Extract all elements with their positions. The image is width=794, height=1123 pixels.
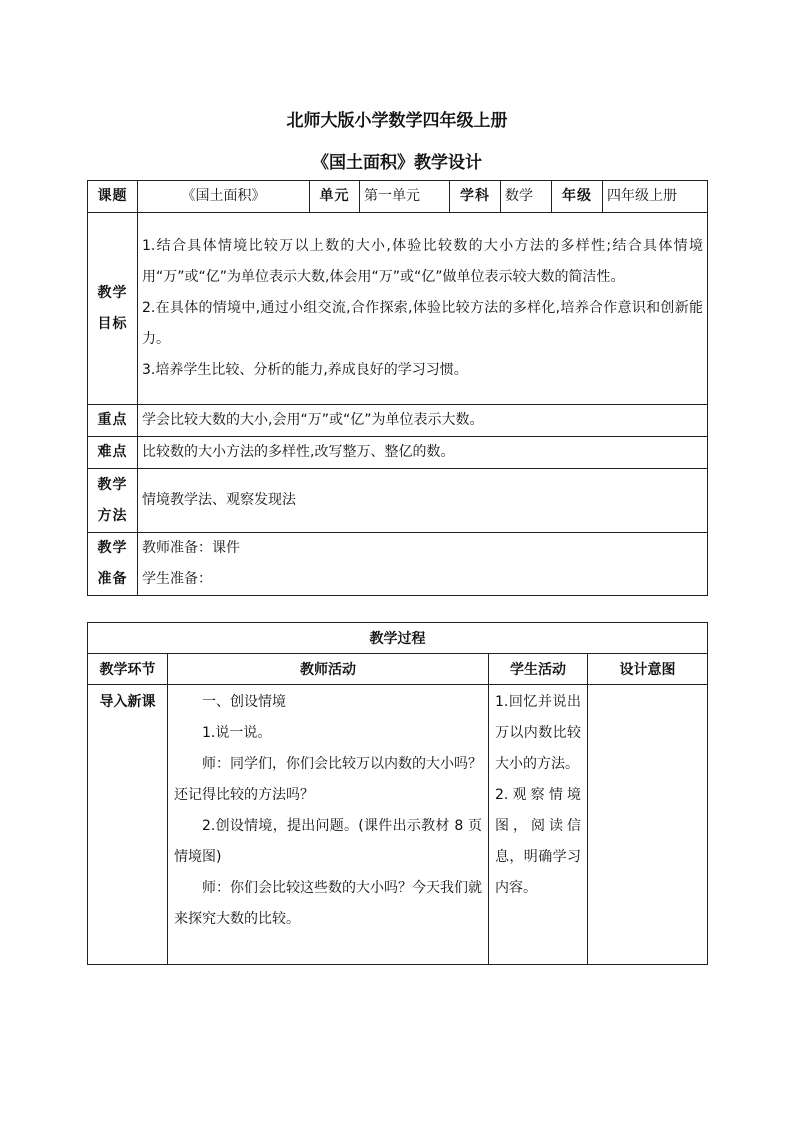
column-student-activity: 学生活动: [489, 654, 588, 685]
stage-intro: 导入新课: [88, 685, 168, 965]
teacher-section-heading: 一、创设情境: [202, 694, 286, 710]
topic-value: 《国土面积》: [138, 181, 310, 213]
unit-value: 第一单元: [360, 181, 450, 213]
teacher-preparation: 教师准备：课件: [142, 540, 240, 556]
topic-label: 课题: [88, 181, 138, 213]
student-preparation: 学生准备：: [142, 571, 212, 587]
process-heading: 教学过程: [88, 623, 708, 654]
subject-label: 学科: [450, 181, 501, 213]
goal-item-2: 2.在具体的情境中,通过小组交流,合作探索,体验比较方法的多样化,培养合作意识和创新能力。: [142, 300, 703, 347]
process-column-header-row: [88, 654, 708, 685]
teacher-question-1: 师：同学们，你们会比较万以内数的大小吗？还记得比较的方法吗？: [174, 756, 482, 803]
document-subtitle: 《国土面积》教学设计: [312, 153, 482, 173]
difficulty-row: [88, 437, 708, 469]
difficulty-label: 难点: [88, 437, 138, 469]
preparation-label: [88, 533, 138, 596]
difficulty-value: 比较数的大小方法的多样性,改写整万、整亿的数。: [138, 437, 708, 469]
teacher-step-1: 1.说一说。: [202, 725, 272, 741]
teaching-process-table: [87, 622, 708, 965]
subject-value: 数学: [501, 181, 552, 213]
design-intent-cell: [588, 685, 708, 965]
method-label: [88, 469, 138, 533]
unit-label: 单元: [310, 181, 360, 213]
preparation-label-line2: 准备: [97, 571, 128, 587]
teacher-question-2: 师：你们会比较这些数的大小吗？今天我们就来探究大数的比较。: [174, 880, 482, 927]
method-label-line2: 方法: [97, 507, 128, 524]
method-row: [88, 469, 708, 533]
goals-label-line1: 教学: [97, 284, 128, 301]
key-point-value: 学会比较大数的大小,会用“万”或“亿”为单位表示大数。: [138, 405, 708, 437]
goals-label: [88, 213, 138, 405]
key-point-row: [88, 405, 708, 437]
column-stage: 教学环节: [88, 654, 168, 685]
column-teacher-activity: 教师活动: [168, 654, 489, 685]
column-design-intent: 设计意图: [588, 654, 708, 685]
goal-item-1: 1.结合具体情境比较万以上数的大小,体验比较数的大小方法的多样性;结合具体情境用“万”或“亿”为单位表示大数,体会用“万”或“亿”做单位表示较大数的简洁性。: [142, 238, 703, 285]
grade-label: 年级: [552, 181, 603, 213]
topic-row: [88, 181, 708, 213]
goals-content: [138, 213, 708, 405]
student-activity-2: 2.观察情境图，阅读信息，明确学习内容。: [495, 787, 581, 896]
teacher-step-2: 2.创设情境，提出问题。(课件出示教材 8 页情境图): [174, 818, 482, 865]
method-label-line1: 教学: [97, 476, 128, 493]
lesson-info-table: [87, 180, 708, 596]
goals-label-line2: 目标: [97, 315, 128, 332]
process-heading-row: [88, 623, 708, 654]
process-row-intro: [88, 685, 708, 965]
preparation-value: [138, 533, 708, 596]
teacher-activity-cell: [168, 685, 489, 965]
goal-item-3: 3.培养学生比较、分析的能力,养成良好的学习习惯。: [142, 362, 468, 378]
goals-row: [88, 213, 708, 405]
preparation-row: [88, 533, 708, 596]
preparation-label-line1: 教学: [97, 540, 128, 556]
student-activity-cell: [489, 685, 588, 965]
grade-value: 四年级上册: [603, 181, 708, 213]
key-point-label: 重点: [88, 405, 138, 437]
document-title: 北师大版小学数学四年级上册: [286, 111, 508, 131]
method-value: 情境教学法、观察发现法: [138, 469, 708, 533]
student-activity-1: 1.回忆并说出万以内数比较大小的方法。: [495, 694, 581, 772]
